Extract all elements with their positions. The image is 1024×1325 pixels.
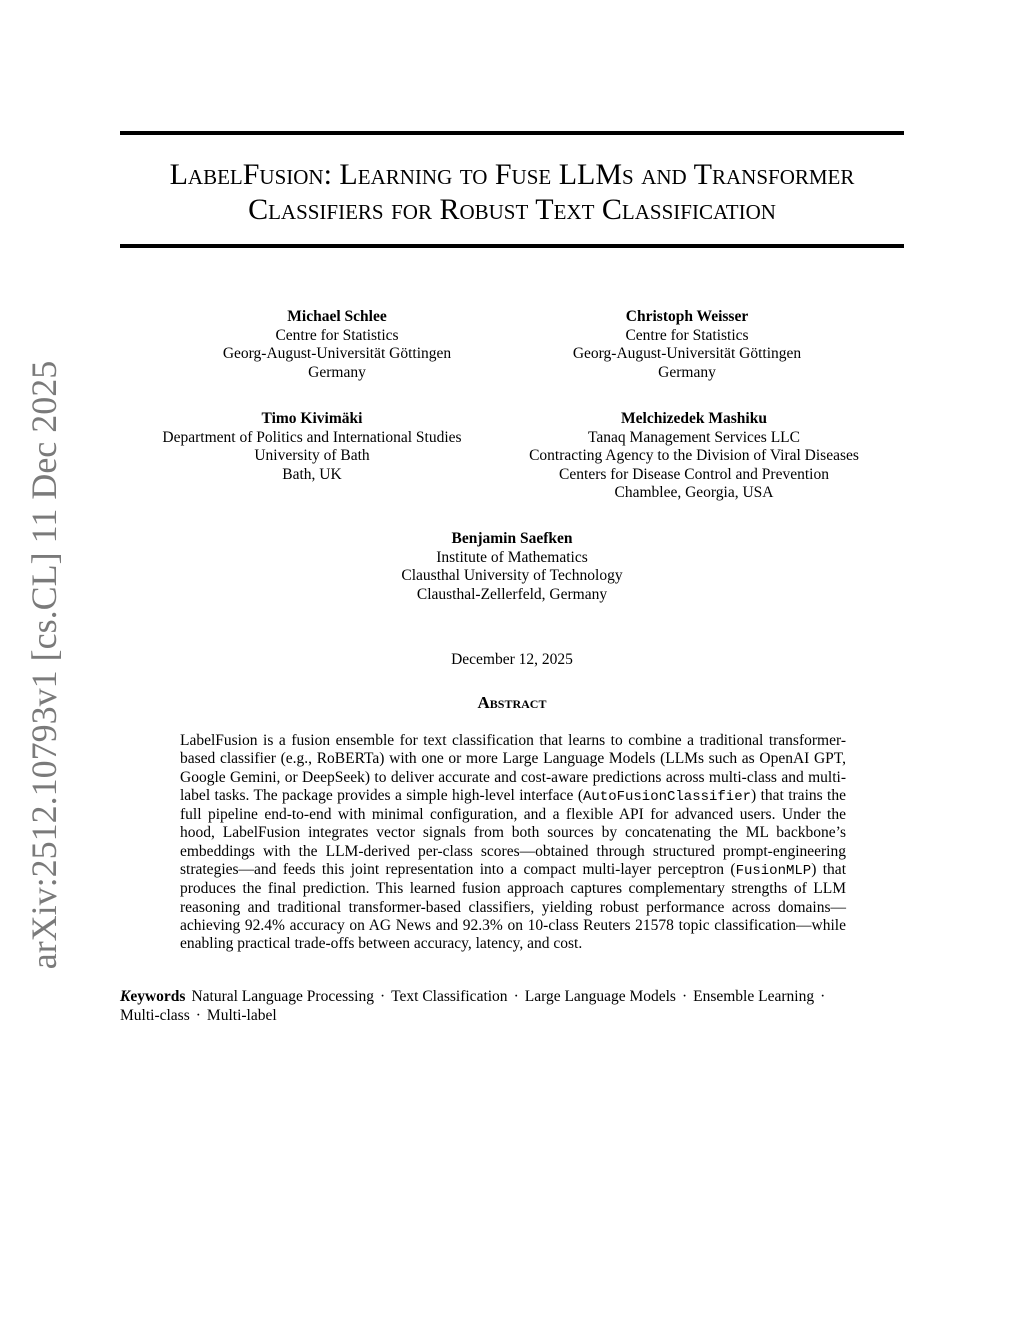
abstract-text-part-1: LabelFusion is a fusion ensemble for text classification that learns to combine a traditional transformer-based classifier (e.g., RoBERTa) with one or more Large Language Models (LLMs such as OpenAI GPT, Google Gemini, or DeepSeek) to deliver accurate and cost-aware predictions across multi-class and multi-label tasks. The package provides a simple high-level interface ( — [180, 732, 846, 804]
author-affiliation: Centers for Disease Control and Prevention — [559, 465, 829, 483]
author-affiliation: Bath, UK — [282, 465, 342, 483]
arxiv-id: arXiv:2512.10793v1 [cs.CL] 11 Dec 2025 — [24, 360, 64, 970]
author-affiliation: Chamblee, Georgia, USA — [614, 484, 774, 501]
author-affiliation: Georg-August-Universität Göttingen — [222, 345, 452, 362]
keywords-label — [120, 988, 185, 1005]
author-affiliation: University of Bath — [254, 447, 370, 464]
author-block — [362, 530, 662, 604]
title-rule-bottom — [120, 244, 904, 248]
keyword-separator: · — [195, 1006, 201, 1024]
keyword-item: Multi-label — [206, 1006, 277, 1024]
keyword-item: Natural Language Processing — [191, 988, 374, 1005]
author-block — [508, 410, 880, 503]
paper-title — [120, 157, 904, 227]
keywords-label-rest: eywords — [130, 988, 186, 1005]
code-auto-fusion-classifier: AutoFusionClassifier — [582, 788, 752, 805]
author-affiliation: Clausthal-Zellerfeld, Germany — [416, 585, 608, 603]
author-affiliation: Institute of Mathematics — [436, 548, 588, 566]
keyword-item: Large Language Models — [524, 988, 676, 1005]
keywords-label-initial: K — [120, 988, 131, 1005]
abstract-text-part-3: ) that produces the final prediction. This learned fusion approach captures complementary strengths of LLM reasoning and traditional transformer-based classifiers, yielding robust performance across domains—achieving 92.4% accuracy on AG News and 92.3% on 10-class Reuters 21578 topic classification—while enabling practical trade-offs between accuracy, latency, and cost. — [180, 861, 846, 953]
abstract-heading: Abstract — [477, 693, 547, 712]
author-affiliation: Germany — [308, 363, 366, 381]
author-affiliation: Clausthal University of Technology — [401, 567, 623, 584]
author-name: Benjamin Saefken — [451, 530, 573, 547]
author-name: Michael Schlee — [287, 308, 387, 325]
title-rule-top — [120, 131, 904, 135]
abstract-text-part-2: ) that trains the full pipeline end-to-end with minimal configuration, and a flexible API for advanced users. Under the hood, LabelFusion integrates vector signals from both sources by concatenating the ML backbone’s embeddings with the LLM-derived per-class scores—obtained through structured prompt-engineering strategies—and feeds this joint representation into a compact multi-layer perceptron ( — [180, 786, 846, 879]
author-name: Timo Kivimäki — [261, 410, 363, 427]
author-affiliation: Germany — [658, 363, 716, 381]
keywords — [120, 988, 904, 1025]
abstract-body — [180, 732, 846, 954]
keyword-separator: · — [379, 988, 386, 1005]
author-affiliation: Department of Politics and International Studies — [162, 428, 462, 446]
author-affiliation: Centre for Statistics — [625, 326, 749, 344]
author-block — [537, 308, 837, 382]
author-block — [137, 410, 487, 484]
author-affiliation: Centre for Statistics — [275, 326, 399, 344]
keyword-separator: · — [513, 988, 519, 1005]
author-affiliation: Contracting Agency to the Division of Viral Diseases — [529, 447, 859, 464]
author-affiliation: Georg-August-Universität Göttingen — [572, 345, 802, 362]
author-affiliation: Tanaq Management Services LLC — [588, 428, 800, 446]
keyword-item: Ensemble Learning — [693, 988, 815, 1005]
keyword-item: Multi-class — [120, 1006, 190, 1024]
keyword-separator: · — [820, 988, 826, 1005]
author-block — [187, 308, 487, 382]
keyword-item: Text Classification — [391, 988, 508, 1005]
code-fusion-mlp: FusionMLP — [735, 863, 812, 880]
author-name: Christoph Weisser — [625, 308, 749, 325]
paper-title-line-1: LabelFusion: Learning to Fuse LLMs and Transformer — [169, 158, 855, 191]
publication-date: December 12, 2025 — [451, 651, 573, 668]
author-name: Melchizedek Mashiku — [621, 410, 767, 427]
keyword-separator: · — [681, 988, 688, 1005]
paper-title-line-2: Classifiers for Robust Text Classification — [248, 193, 776, 226]
